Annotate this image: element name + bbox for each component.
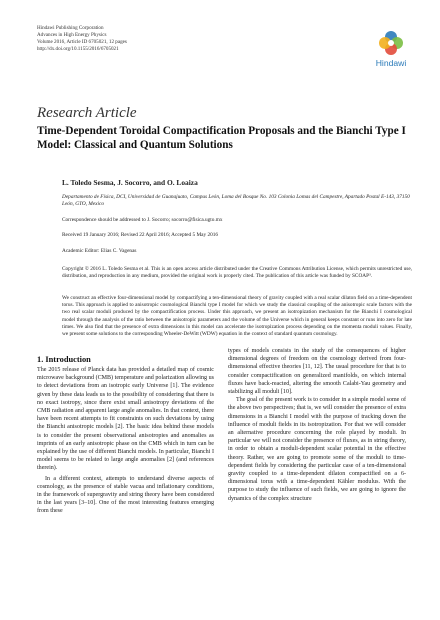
paragraph: In a different context, attempts to understand diverse aspects of cosmology, as the presence of stable vacua and inflationary conditions, in the framework of supergravity and string theory have been considered in the last years [3–10]. One of the most interesting features emerging from these: [37, 475, 214, 515]
section-heading-introduction: 1. Introduction: [37, 355, 91, 364]
academic-editor: Academic Editor: Elias C. Vagenas: [62, 248, 137, 254]
copyright-notice: Copyright © 2016 L. Toledo Sesma et al. This is an open access article distributed under the Creative Commons Attribution License, which permits unrestricted use, distribution, and reproduction in any medium, provided the original work is properly cited. The publication of this article was funded by SCOAP³.: [62, 266, 412, 280]
hindawi-logo: [367, 29, 415, 68]
body-column-left: [37, 366, 214, 516]
header-volume: Volume 2016, Article ID 6705021, 12 pages: [37, 39, 127, 45]
publication-dates: Received 19 January 2016; Revised 22 April 2016; Accepted 5 May 2016: [62, 232, 219, 238]
article-type: Research Article: [37, 105, 137, 121]
header-doi[interactable]: http://dx.doi.org/10.1155/2016/6705021: [37, 46, 119, 52]
paragraph: types of models consists in the study of the consequences of higher dimensional degrees of freedom on the cosmology derived from four-dimensional effective theories [11, 12]. The usual procedure for that is to consider compactification on generalized manifolds, on which internal fluxes have back-reacted, altering the smooth Calabi-Yau geometry and stabilizing all moduli [10].: [228, 348, 406, 396]
hindawi-logo-icon: [377, 29, 405, 57]
paper-title: Time-Dependent Toroidal Compactification Proposals and the Bianchi Type I Model: Classical and Quantum Solutions: [37, 125, 406, 151]
journal-header: [37, 25, 127, 53]
header-publisher: Hindawi Publishing Corporation: [37, 25, 104, 31]
header-journal: Advances in High Energy Physics: [37, 32, 107, 38]
body-column-right: [228, 347, 406, 503]
paragraph: The goal of the present work is to consider in a simple model some of the above two perspectives; that is, we will consider the presence of extra dimensions in a Bianchi I model with the purpose of tracking down the influence of moduli fields in its isotropization. For that we will consider an alternative procedure concerning the role played by moduli. In particular we will not consider the presence of fluxes, as in string theory, in order to obtain a moduli-dependent scalar potential in the effective theory. Rather, we are going to promote some of the moduli to time-dependent fields by considering the particular case of a ten-dimensional gravity coupled to a time-dependent dilaton compactified on a 6-dimensional torus with a time-dependent Kähler modulus. With the purpose to study the influence of such fields, we are going to ignore the dynamics of the complex structure: [228, 397, 406, 502]
author-list: L. Toledo Sesma, J. Socorro, and O. Loaiza: [62, 178, 198, 187]
correspondence: Correspondence should be addressed to J. Socorro; socorro@fisica.ugto.mx: [62, 217, 223, 223]
abstract: We construct an effective four-dimensional model by compactifying a ten-dimensional theory of gravity coupled with a real scalar dilaton field on a time-dependent torus. This approach is applied to anisotropic cosmological Bianchi type I model for which we study the classical coupling of the anisotropic scale factors with the two real scalar moduli produced by the compactification process. Under this approach, we present an isotropization mechanism for the Bianchi I cosmological model through the analysis of the ratio between the anisotropic parameters and the volume of the Universe which in general keeps constant or runs into zero for late times. We also find that the presence of extra dimensions in this model can accelerate the isotropization process depending on the momenta moduli values. Finally, we present some solutions to the corresponding Wheeler-DeWitt (WDW) equation in the context of standard quantum cosmology.: [62, 295, 412, 338]
hindawi-logo-text: Hindawi: [375, 58, 407, 68]
affiliation: Departamento de Física, DCI, Universidad de Guanajuato, Campus León, Loma del Bosque No. 103 Colonia Lomas del Campestre, Apartado Postal E-143, 37150 León, GTO, Mexico: [62, 194, 410, 208]
paragraph: The 2015 release of Planck data has provided a detailed map of cosmic microwave background (CMB) temperature and polarization allowing us to detect deviations from an isotropic early Universe [1]. The evidence given by these data leads us to the possibility of considering that there is no exact isotropy, since there exist small anisotropy deviations of the CMB radiation and apparent large angle anomalies. In that context, there have been recent attempts to fit constraints on such deviations by using the Bianchi anisotropic models [2]. The basic idea behind these models is to consider the present observational anisotropies and anomalies as imprints of an early anisotropic phase on the CMB which in turn can be explained by the use of different Bianchi models. In particular, Bianchi I model seems to be related to large angle anomalies [2] (and references therein).: [37, 367, 214, 472]
